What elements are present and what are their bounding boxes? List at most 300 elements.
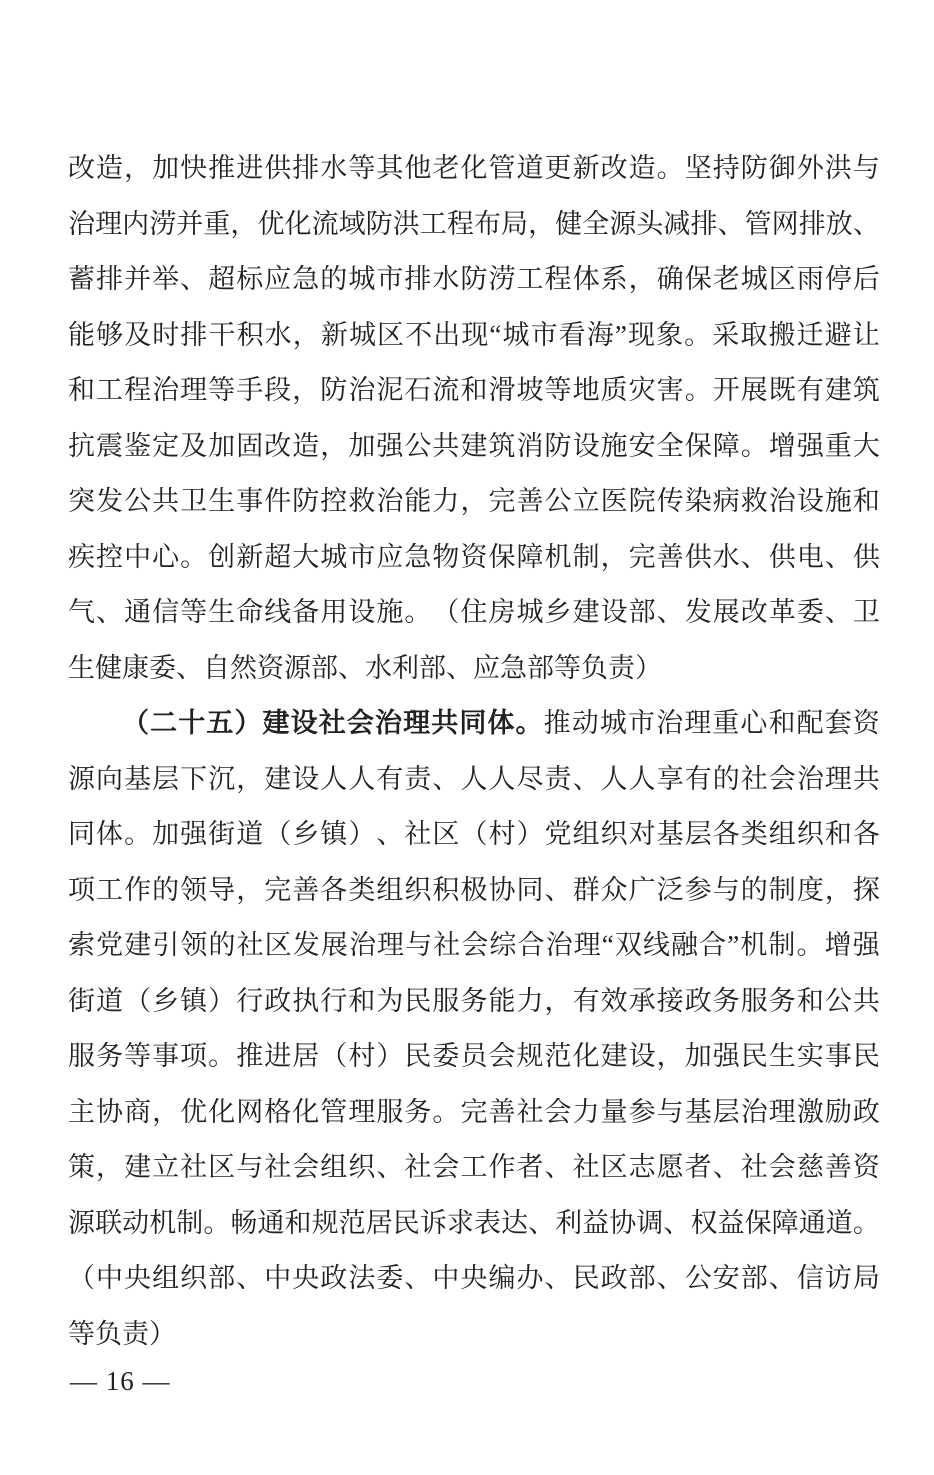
glyph: 内 <box>122 208 150 239</box>
glyph: 同 <box>68 819 95 850</box>
glyph: 不 <box>405 319 433 350</box>
glyph: 化 <box>284 208 312 239</box>
glyph: 项 <box>68 874 95 905</box>
glyph: 会 <box>768 1152 796 1183</box>
glyph: 完 <box>628 541 656 572</box>
glyph: 、 <box>663 1207 691 1238</box>
glyph: 畅 <box>230 1207 258 1238</box>
glyph: 社 <box>318 708 346 739</box>
glyph: 区 <box>264 930 292 961</box>
glyph: 网 <box>771 208 799 239</box>
glyph: 织 <box>796 819 824 850</box>
glyph: 部 <box>208 1263 236 1294</box>
glyph: 人 <box>348 763 376 794</box>
glyph: 理 <box>403 708 431 739</box>
glyph: 搬 <box>768 319 796 350</box>
glyph: 市 <box>348 541 376 572</box>
glyph: 进 <box>264 1041 292 1072</box>
glyph: 新 <box>572 153 600 184</box>
glyph: 造 <box>628 153 656 184</box>
glyph: 外 <box>796 153 824 184</box>
glyph: 动 <box>571 708 599 739</box>
glyph: 社 <box>264 1152 292 1183</box>
glyph: 居 <box>365 1207 393 1238</box>
glyph: 合 <box>517 930 545 961</box>
glyph: 商 <box>124 1096 152 1127</box>
glyph: 融 <box>671 930 699 961</box>
text-line <box>68 641 880 697</box>
glyph: 取 <box>740 319 768 350</box>
glyph: 极 <box>460 874 488 905</box>
glyph: 。 <box>515 708 543 739</box>
glyph: 石 <box>404 375 432 406</box>
glyph: 人 <box>600 763 628 794</box>
glyph: 机 <box>740 930 768 961</box>
glyph: 编 <box>488 1263 516 1294</box>
glyph: 、 <box>824 597 852 628</box>
glyph: 房 <box>488 597 516 628</box>
glyph: 等 <box>348 153 376 184</box>
glyph: 应 <box>473 652 500 683</box>
glyph: 道 <box>96 985 124 1016</box>
glyph: 命 <box>236 597 264 628</box>
glyph: 协 <box>488 874 516 905</box>
document-body <box>68 141 880 1362</box>
glyph: 有 <box>572 985 600 1016</box>
glyph: 务 <box>768 985 796 1016</box>
glyph: 住 <box>460 597 488 628</box>
glyph: 配 <box>796 708 824 739</box>
glyph: 水 <box>712 541 740 572</box>
text-line <box>68 419 880 475</box>
glyph: 害 <box>656 375 684 406</box>
glyph: 中 <box>432 1263 460 1294</box>
glyph: 领 <box>180 930 208 961</box>
glyph: 避 <box>824 319 852 350</box>
glyph: 索 <box>68 930 95 961</box>
page-number: — 16 — <box>70 1366 171 1396</box>
glyph: 、 <box>544 874 572 905</box>
glyph: 行 <box>236 985 264 1016</box>
glyph: 水 <box>320 153 348 184</box>
glyph: 领 <box>180 874 208 905</box>
glyph: 优 <box>257 208 285 239</box>
glyph: 乡 <box>152 985 180 1016</box>
glyph: 力 <box>572 1096 600 1127</box>
glyph: 医 <box>600 486 628 517</box>
glyph: 健 <box>95 652 122 683</box>
glyph: 、 <box>376 819 404 850</box>
glyph: 双 <box>614 930 642 961</box>
glyph: 排 <box>690 208 718 239</box>
glyph: 布 <box>473 208 501 239</box>
glyph: 强 <box>852 930 880 961</box>
glyph: 治 <box>796 763 824 794</box>
text-line <box>68 308 880 364</box>
glyph: 民 <box>404 985 432 1016</box>
glyph: 设 <box>348 597 376 628</box>
glyph: 管 <box>488 153 516 184</box>
glyph: 化 <box>208 1096 236 1127</box>
glyph: 控 <box>320 486 348 517</box>
glyph: 供 <box>852 541 880 572</box>
glyph: 的 <box>712 763 740 794</box>
glyph: 理 <box>348 1096 376 1127</box>
glyph: 表 <box>473 1207 501 1238</box>
glyph: 村 <box>348 1041 376 1072</box>
glyph: 机 <box>149 1207 177 1238</box>
glyph: 人 <box>628 763 656 794</box>
glyph: 开 <box>712 375 740 406</box>
glyph: 权 <box>690 1207 718 1238</box>
glyph: 洪 <box>824 153 852 184</box>
glyph: 设 <box>600 597 628 628</box>
glyph: 发 <box>96 486 124 517</box>
glyph: 源 <box>284 652 311 683</box>
glyph: （ <box>68 1263 95 1294</box>
glyph: 完 <box>460 1096 488 1127</box>
glyph: 政 <box>320 1263 348 1294</box>
glyph: ， <box>236 874 264 905</box>
glyph: 层 <box>684 819 712 850</box>
glyph: 展 <box>320 930 348 961</box>
glyph: 定 <box>152 430 180 461</box>
glyph: 事 <box>152 1041 180 1072</box>
glyph: 防 <box>365 208 393 239</box>
glyph: 与 <box>712 874 740 905</box>
glyph: 进 <box>236 153 264 184</box>
glyph: 政 <box>264 985 292 1016</box>
glyph: 、 <box>572 763 600 794</box>
glyph: 头 <box>636 208 664 239</box>
glyph: 现 <box>627 319 655 350</box>
glyph: 人 <box>460 763 488 794</box>
glyph: 城 <box>348 319 376 350</box>
glyph: 安 <box>712 1263 740 1294</box>
glyph: 、 <box>176 652 203 683</box>
glyph: 备 <box>292 597 320 628</box>
glyph: 、 <box>768 1263 796 1294</box>
glyph: 城 <box>502 319 530 350</box>
glyph: 能 <box>68 319 95 350</box>
glyph: 通 <box>798 1207 826 1238</box>
glyph: 老 <box>432 153 460 184</box>
glyph: 善 <box>656 541 684 572</box>
glyph: 造 <box>292 430 320 461</box>
glyph: 城 <box>348 264 376 295</box>
glyph: 街 <box>208 819 236 850</box>
glyph: 民 <box>740 1041 768 1072</box>
glyph: 治 <box>545 930 573 961</box>
glyph: 等 <box>124 1041 152 1072</box>
glyph: 街 <box>68 985 95 1016</box>
glyph: 务 <box>712 985 740 1016</box>
glyph: 道 <box>825 1207 853 1238</box>
glyph: 者 <box>516 1152 544 1183</box>
glyph: 联 <box>95 1207 123 1238</box>
glyph: 防 <box>740 153 768 184</box>
glyph: 民 <box>404 1041 432 1072</box>
glyph: 社 <box>180 1152 208 1183</box>
glyph: 织 <box>600 819 628 850</box>
glyph: 生 <box>768 1041 796 1072</box>
glyph: 策 <box>68 1152 95 1183</box>
glyph: 等 <box>180 597 208 628</box>
glyph: 够 <box>96 319 124 350</box>
glyph: 执 <box>292 985 320 1016</box>
glyph: 治 <box>656 708 684 739</box>
glyph: 线 <box>642 930 670 961</box>
glyph: 施 <box>600 430 628 461</box>
glyph: 主 <box>68 1096 95 1127</box>
glyph: 急 <box>292 264 320 295</box>
glyph: 规 <box>311 1207 339 1238</box>
glyph: 行 <box>320 985 348 1016</box>
glyph: 其 <box>376 153 404 184</box>
glyph: 等 <box>544 375 572 406</box>
text-line <box>68 197 880 253</box>
glyph: ） <box>635 652 662 683</box>
glyph: （ <box>264 819 292 850</box>
glyph: 和 <box>796 985 824 1016</box>
glyph: 织 <box>180 1263 208 1294</box>
glyph: ， <box>230 208 258 239</box>
glyph: 体 <box>96 819 124 850</box>
text-line <box>68 1196 880 1252</box>
text-line <box>68 141 880 197</box>
glyph: 积 <box>236 319 264 350</box>
glyph: 建 <box>572 597 600 628</box>
glyph: 共 <box>432 430 460 461</box>
glyph: 各 <box>712 819 740 850</box>
glyph: 。 <box>432 1096 460 1127</box>
glyph: 推 <box>236 1041 264 1072</box>
glyph: 立 <box>152 1152 180 1183</box>
glyph: 向 <box>96 763 124 794</box>
glyph: 让 <box>852 319 880 350</box>
glyph: 各 <box>852 819 880 850</box>
glyph: 、 <box>656 597 684 628</box>
glyph: 范 <box>544 1041 572 1072</box>
glyph: 市 <box>376 264 404 295</box>
text-line <box>68 530 880 586</box>
glyph: 质 <box>600 375 628 406</box>
glyph: 快 <box>180 153 208 184</box>
glyph: 供 <box>768 541 796 572</box>
glyph: 既 <box>768 375 796 406</box>
glyph: 与 <box>656 1096 684 1127</box>
glyph: 程 <box>124 375 152 406</box>
glyph: 排 <box>404 264 432 295</box>
glyph: （ <box>320 1041 348 1072</box>
text-line <box>68 918 880 974</box>
glyph: 政 <box>852 1096 880 1127</box>
glyph: 公 <box>544 486 572 517</box>
glyph: 并 <box>124 264 152 295</box>
glyph: 共 <box>431 708 459 739</box>
glyph: 排 <box>292 153 320 184</box>
glyph: 展 <box>740 375 768 406</box>
glyph: 、 <box>544 1152 572 1183</box>
glyph: 。 <box>404 597 432 628</box>
glyph: 资 <box>852 1152 880 1183</box>
glyph: 强 <box>180 819 208 850</box>
glyph: 优 <box>180 1096 208 1127</box>
glyph: 慈 <box>796 1152 824 1183</box>
glyph: 治 <box>768 486 796 517</box>
glyph: 有 <box>376 763 404 794</box>
glyph: 。 <box>684 319 712 350</box>
glyph: 同 <box>516 874 544 905</box>
glyph: 合 <box>699 930 727 961</box>
glyph: 及 <box>180 430 208 461</box>
glyph: 、 <box>824 541 852 572</box>
glyph: 固 <box>236 430 264 461</box>
glyph: 信 <box>796 1263 824 1294</box>
glyph: 城 <box>516 597 544 628</box>
glyph: 务 <box>404 1096 432 1127</box>
glyph: 项 <box>180 1041 208 1072</box>
glyph: 源 <box>609 208 637 239</box>
glyph: 看 <box>558 319 586 350</box>
glyph: 工 <box>96 874 124 905</box>
glyph: 及 <box>124 319 152 350</box>
glyph: ， <box>96 1152 124 1183</box>
glyph: 管 <box>744 208 772 239</box>
glyph: 突 <box>68 486 95 517</box>
glyph: 设 <box>292 763 320 794</box>
glyph: 治 <box>740 1096 768 1127</box>
glyph: 手 <box>236 375 264 406</box>
glyph: 理 <box>377 930 405 961</box>
glyph: ” <box>614 319 627 350</box>
glyph: 持 <box>712 153 740 184</box>
glyph: 类 <box>740 819 768 850</box>
glyph: 理 <box>684 708 712 739</box>
glyph: 御 <box>768 153 796 184</box>
glyph: 道 <box>516 153 544 184</box>
glyph: 央 <box>460 1263 488 1294</box>
glyph: 区 <box>432 819 460 850</box>
glyph: 五 <box>206 708 234 739</box>
glyph: 水 <box>432 264 460 295</box>
glyph: 织 <box>404 874 432 905</box>
glyph: 改 <box>740 597 768 628</box>
glyph: 染 <box>684 486 712 517</box>
glyph: 中 <box>264 1263 292 1294</box>
glyph: 等 <box>68 1318 95 1349</box>
text-line <box>68 474 880 530</box>
glyph: 委 <box>796 597 824 628</box>
glyph: 设 <box>796 486 824 517</box>
glyph: 。 <box>656 153 684 184</box>
glyph: 局 <box>852 1263 880 1294</box>
glyph: 健 <box>555 208 583 239</box>
glyph: 时 <box>152 319 180 350</box>
text-line <box>68 1307 880 1363</box>
glyph: 心 <box>740 708 768 739</box>
glyph: 。 <box>180 541 208 572</box>
glyph: 类 <box>348 874 376 905</box>
glyph: 治 <box>374 708 402 739</box>
glyph: 化 <box>292 1096 320 1127</box>
glyph: 新 <box>320 319 348 350</box>
glyph: 治 <box>152 375 180 406</box>
glyph: 城 <box>740 264 768 295</box>
glyph: 愿 <box>656 1152 684 1183</box>
glyph: 、 <box>717 208 745 239</box>
text-line <box>68 752 880 808</box>
text-line <box>68 1140 880 1196</box>
glyph: 改 <box>68 153 95 184</box>
glyph: 域 <box>338 208 366 239</box>
glyph: 建 <box>600 1041 628 1072</box>
glyph: ） <box>149 1318 176 1349</box>
glyph: 洪 <box>392 208 420 239</box>
glyph: 。 <box>203 1207 231 1238</box>
text-line <box>68 696 880 752</box>
glyph: 海 <box>586 319 614 350</box>
glyph: 象 <box>656 319 684 350</box>
glyph: ， <box>600 541 628 572</box>
glyph: 的 <box>152 874 180 905</box>
glyph: 共 <box>852 985 880 1016</box>
glyph: 。 <box>124 819 152 850</box>
glyph: 坡 <box>516 375 544 406</box>
glyph: 确 <box>656 264 684 295</box>
glyph: 负 <box>581 652 608 683</box>
glyph: 格 <box>264 1096 292 1127</box>
glyph: 道 <box>236 819 264 850</box>
glyph: 全 <box>656 430 684 461</box>
glyph: 涝 <box>488 264 516 295</box>
glyph: 建 <box>124 930 152 961</box>
glyph: 地 <box>572 375 600 406</box>
glyph: 、 <box>446 652 473 683</box>
glyph: 有 <box>684 763 712 794</box>
glyph: 应 <box>264 264 292 295</box>
glyph: 公 <box>124 486 152 517</box>
glyph: 力 <box>516 985 544 1016</box>
glyph: 生 <box>208 486 236 517</box>
glyph: 会 <box>432 1152 460 1183</box>
glyph: 利 <box>555 1207 583 1238</box>
text-line <box>68 974 880 1030</box>
text-line <box>68 252 880 308</box>
glyph: 量 <box>600 1096 628 1127</box>
glyph: 部 <box>740 1263 768 1294</box>
glyph: 动 <box>122 1207 150 1238</box>
glyph: 控 <box>96 541 124 572</box>
glyph: 享 <box>656 763 684 794</box>
glyph: 急 <box>404 541 432 572</box>
glyph: 供 <box>684 541 712 572</box>
glyph: 部 <box>527 652 554 683</box>
glyph: 制 <box>176 1207 204 1238</box>
glyph: 接 <box>656 985 684 1016</box>
glyph: 增 <box>768 430 796 461</box>
glyph: 排 <box>96 264 124 295</box>
glyph: 层 <box>712 1096 740 1127</box>
glyph: 。 <box>852 1207 880 1238</box>
glyph: 防 <box>320 375 348 406</box>
glyph: 生 <box>68 652 95 683</box>
glyph: 民 <box>392 1207 420 1238</box>
glyph: 保 <box>684 264 712 295</box>
glyph: 、 <box>96 597 124 628</box>
glyph: 老 <box>712 264 740 295</box>
glyph: 人 <box>488 763 516 794</box>
